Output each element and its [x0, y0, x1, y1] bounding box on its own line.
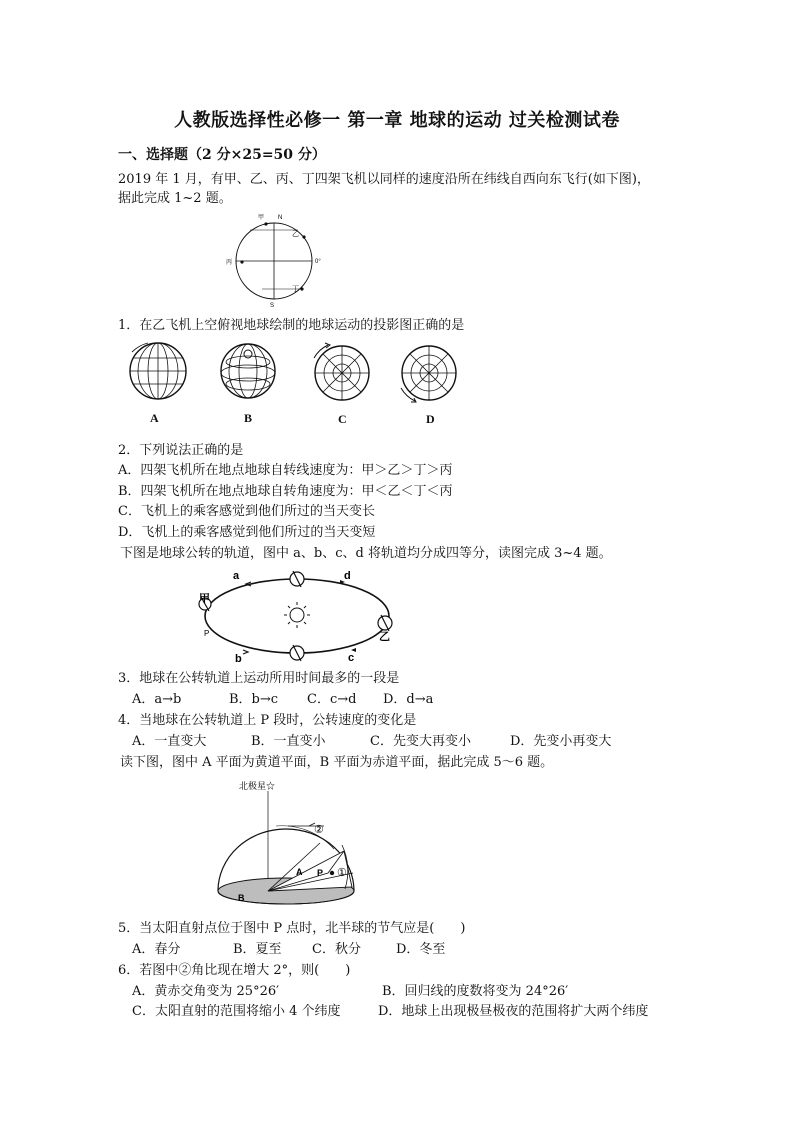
option-d-label: D [426, 412, 435, 426]
option-d-polar [401, 346, 456, 402]
option-a-label: A [150, 411, 159, 425]
question-6-option-d: D．地球上出现极昼极夜的范围将扩大两个纬度 [378, 1004, 649, 1019]
question-2-option-c: C．飞机上的乘客感觉到他们所过的当天变长 [118, 504, 375, 519]
orbit-label-d: d [344, 570, 351, 582]
section-heading: 一、选择题（2 分×25=50 分） [118, 147, 326, 163]
question-4-option-c: C．先变大再变小 [370, 734, 471, 749]
question-2-option-b: B．四架飞机所在地点地球自转角速度为：甲＜乙＜丁＜丙 [118, 484, 453, 499]
orbit-label-yi: 乙 [379, 631, 390, 643]
angle-2-label: ② [314, 824, 324, 836]
intro-text-2: 下图是地球公转的轨道，图中 a、b、c、d 将轨道均分成四等分，读图完成 3~4 题。 [120, 546, 612, 561]
earth-icon-bottom [290, 645, 304, 661]
label-zero: 0° [315, 259, 321, 265]
question-4-option-b: B．一直变小 [251, 734, 326, 749]
plane-a-label: A [296, 867, 303, 877]
question-4-option-d: D．先变小再变大 [510, 734, 612, 749]
question-5-option-b: B．夏至 [233, 942, 282, 957]
option-b-globe [221, 344, 275, 398]
option-c-label: C [338, 412, 347, 426]
question-2: 2．下列说法正确的是 [118, 443, 244, 458]
orbit-label-p: P [204, 629, 210, 638]
polaris-label: 北极星☆ [239, 781, 276, 791]
question-3-option-b: B．b→c [229, 692, 279, 707]
earth-icon-top [290, 571, 304, 587]
option-b-label: B [244, 411, 253, 425]
label-jia: 甲 [258, 215, 265, 221]
question-3-option-a: A．a→b [132, 692, 182, 707]
orbit-label-b: b [235, 653, 242, 665]
plane-b-label: B [238, 893, 245, 903]
page-title: 人教版选择性必修一 第一章 地球的运动 过关检测试卷 [174, 110, 620, 131]
question-1: 1．在乙飞机上空俯视地球绘制的地球运动的投影图正确的是 [118, 318, 465, 333]
option-a-globe [130, 343, 186, 399]
option-c-polar [314, 343, 369, 400]
question-3-option-c: C．c→d [307, 692, 357, 707]
label-ding: 丁 [292, 286, 299, 293]
intro-text-3: 读下图，图中 A 平面为黄道平面，B 平面为赤道平面，据此完成 5～6 题。 [120, 755, 554, 770]
figure-ecliptic-dome [216, 777, 366, 907]
figure-planes-globe [222, 210, 332, 308]
intro-text-1a: 2019 年 1 月，有甲、乙、丙、丁四架飞机以同样的速度沿所在纬线自西向东飞行(如下图)， [118, 172, 650, 187]
question-5: 5．当太阳直射点位于图中 P 点时，北半球的节气应是( ) [118, 921, 466, 936]
question-3-option-d: D．d→a [383, 692, 434, 707]
question-2-option-d: D．飞机上的乘客感觉到他们所过的当天变短 [118, 525, 376, 540]
question-6-option-b: B．回归线的度数将变为 24°26′ [382, 984, 569, 999]
orbit-label-a: a [233, 570, 240, 582]
question-4: 4．当地球在公转轨道上 P 段时，公转速度的变化是 [118, 713, 417, 728]
label-yi: 乙 [292, 231, 299, 238]
orbit-label-jia: 甲 [199, 593, 210, 605]
label-s: S [270, 303, 275, 308]
question-5-option-a: A．春分 [132, 942, 181, 957]
question-5-option-d: D．冬至 [396, 942, 446, 957]
question-6: 6．若图中②角比现在增大 2°，则( ) [118, 963, 351, 978]
question-2-option-a: A．四架飞机所在地点地球自转线速度为：甲＞乙＞丁＞丙 [118, 463, 453, 478]
point-p-label: P [317, 868, 324, 878]
question-5-option-c: C．秋分 [312, 942, 361, 957]
question-4-option-a: A．一直变大 [132, 734, 207, 749]
orbit-label-c: c [348, 652, 355, 664]
angle-1-label: ① [337, 867, 347, 879]
earth-icon-right [378, 615, 392, 631]
label-n: N [278, 215, 283, 221]
intro-text-1b: 据此完成 1~2 题。 [118, 191, 232, 206]
question-6-option-a: A．黄赤交角变为 25°26′ [132, 984, 280, 999]
question-6-option-c: C．太阳直射的范围将缩小 4 个纬度 [132, 1004, 341, 1019]
figure-projection-options [122, 340, 472, 430]
question-3: 3．地球在公转轨道上运动所用时间最多的一段是 [118, 671, 400, 686]
sun-icon [284, 602, 310, 628]
label-bing: 丙 [226, 260, 233, 266]
figure-orbit [195, 566, 405, 668]
